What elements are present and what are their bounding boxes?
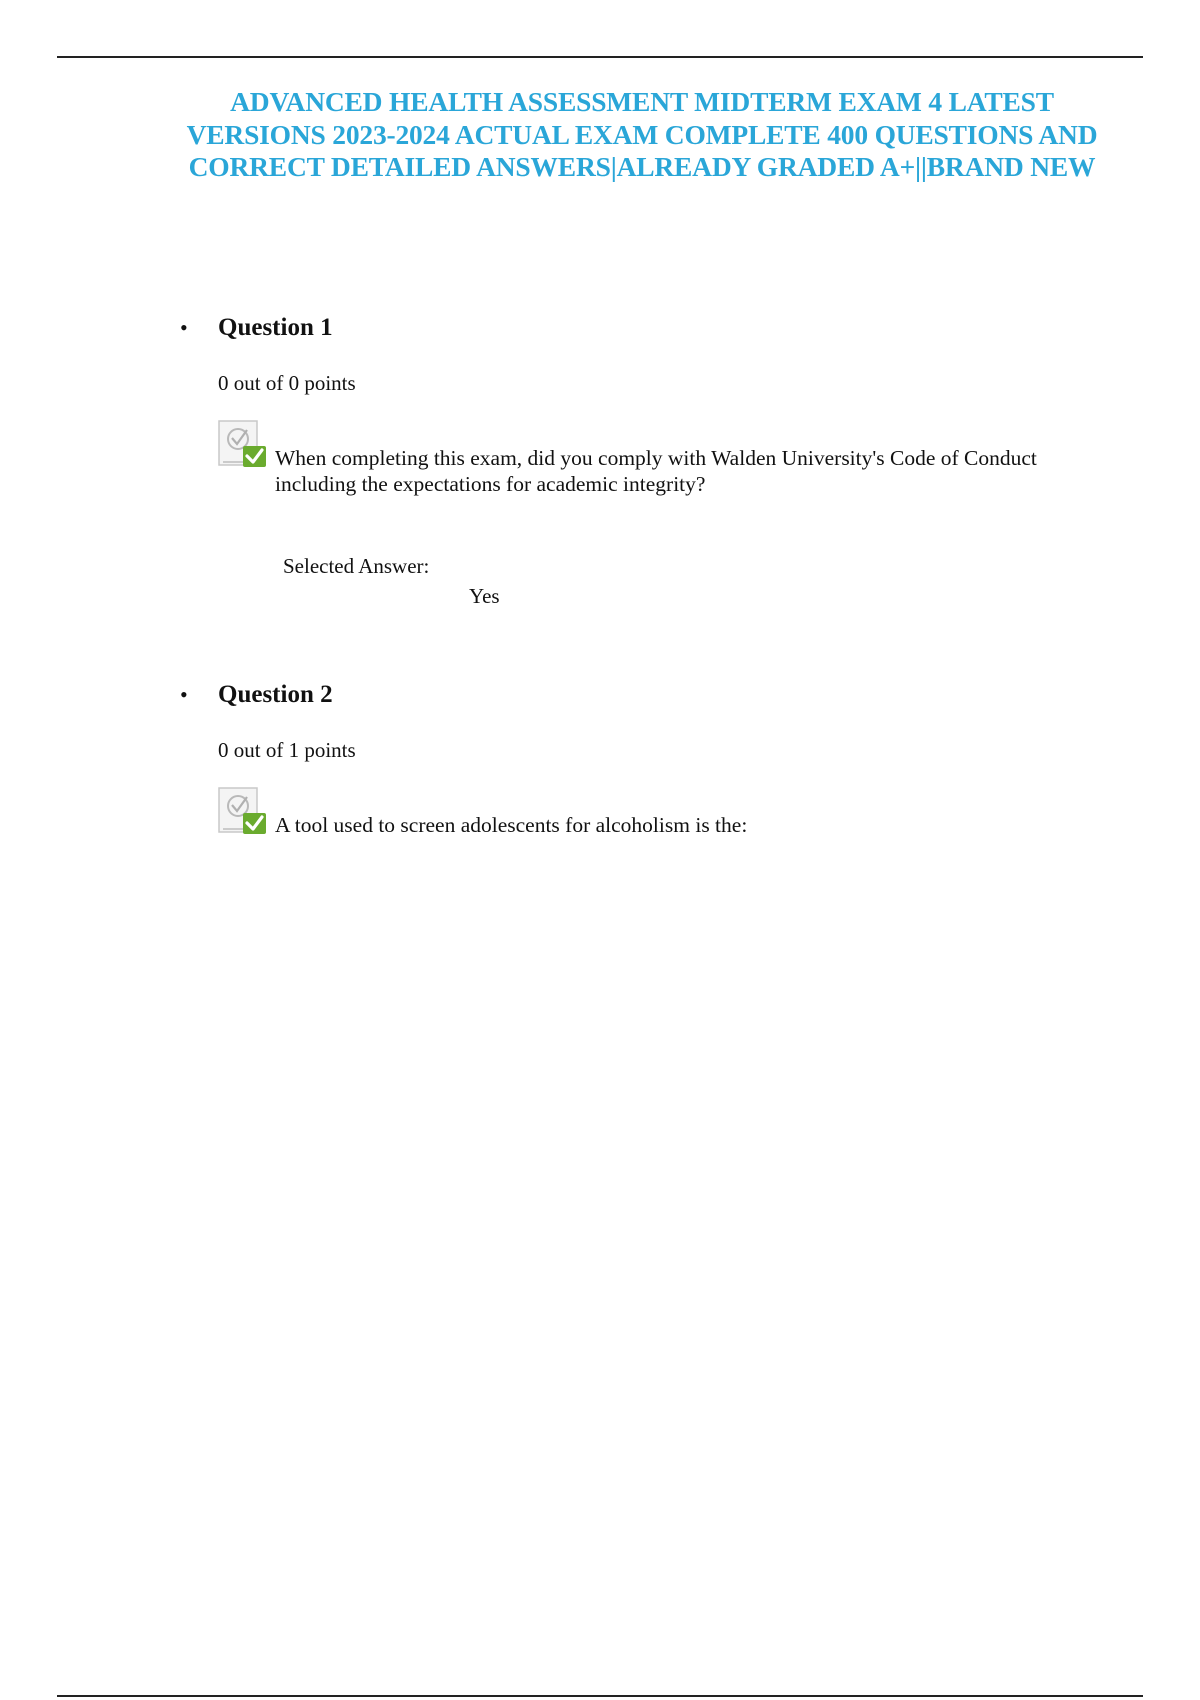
question-points: 0 out of 1 points [218,738,356,762]
selected-answer-value: Yes [469,584,500,608]
question-2 [0,680,1200,880]
question-heading: Question 2 [218,681,333,708]
question-text-line: A tool used to screen adolescents for alcoholism is the: [275,813,748,837]
selected-answer-label: Selected Answer: [283,554,430,578]
title-line-2: VERSIONS 2023-2024 ACTUAL EXAM COMPLETE 400 QUESTIONS AND [186,118,1098,150]
question-heading: Question 1 [218,314,333,341]
title-line-3: CORRECT DETAILED ANSWERS|ALREADY GRADED A+||BRAND NEW [188,151,1096,182]
question-points: 0 out of 0 points [218,371,356,395]
title-line-1: ADVANCED HEALTH ASSESSMENT MIDTERM EXAM 4 LATEST [230,86,1054,117]
question-text-line: When completing this exam, did you comply with Walden University's Code of Conduct [275,446,1037,470]
question-text-line: including the expectations for academic integrity? [275,472,706,496]
document-title [150,86,1134,184]
top-divider [57,56,1143,58]
question-text [275,445,1135,497]
correct-answer-icon [217,785,269,837]
question-bullet: • [180,682,188,707]
question-text [275,812,1135,838]
correct-answer-icon [217,418,269,470]
bottom-divider [57,1695,1143,1697]
question-bullet: • [180,315,188,340]
question-1 [0,313,1200,613]
